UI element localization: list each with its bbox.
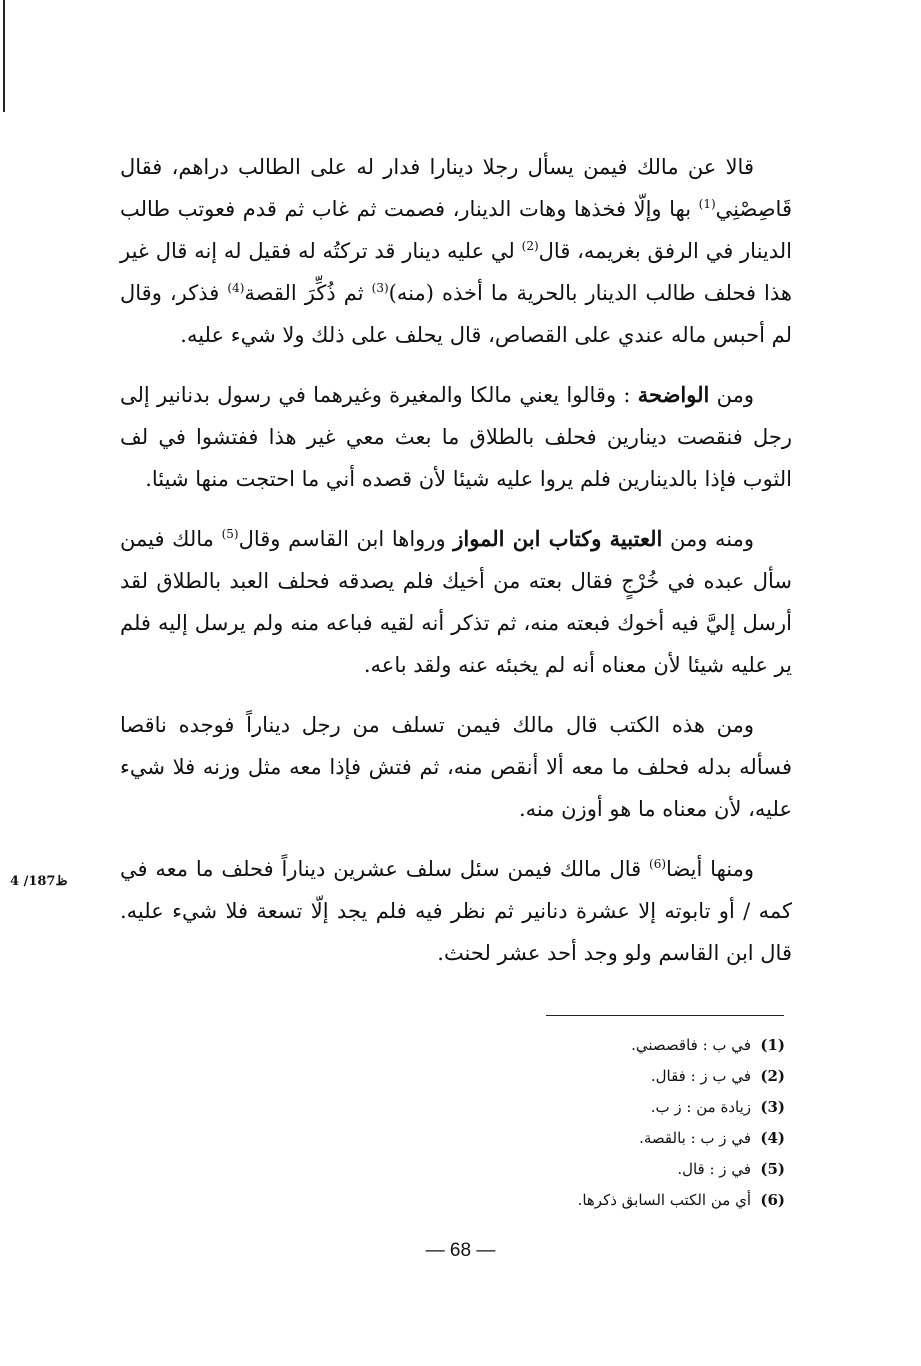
text-run: قال مالك فيمن سئل سلف عشرين ديناراً فحلف ما معه في كمه / أو تابوته إلا عشرة دنانير ثم نظر فيه فلم يجد إلّا تسعة فلا شيء عليه. قال ابن القاسم ولو وجد أحد عشر لحنث. (120, 857, 792, 965)
footnote (480, 1030, 785, 1061)
footnote-marker: (1) (698, 197, 716, 211)
footnote (480, 1061, 785, 1092)
text-run: فذكر، وقال لم أحبس ماله عندي على القصاص، قال يحلف على ذلك ولا شيء عليه. (120, 281, 792, 347)
text-run: ومنه ومن (662, 527, 754, 551)
text-run: : وقالوا يعني مالكا والمغيرة وغيرهما في رسول بدنانير إلى رجل فنقصت دينارين فحلف بالطلاق ما بعث معي غير هذا ففتشوا في لف الثوب فإذا بالدينارين فلم يروا عليه شيئا لأن قصده أني ما احتجت منها شيئا. (120, 383, 792, 491)
footnote-marker: (2) (521, 239, 539, 253)
footnote-number: (1) (760, 1036, 785, 1054)
text-run: ورواها ابن القاسم وقال (238, 527, 454, 551)
main-text (120, 146, 792, 992)
source-title: الواضحة (637, 382, 710, 407)
text-run: بها وإلّا فخذها وهات الدينار، فصمت ثم غاب ثم قدم فعوتب طالب الدينار في الرفق بغريمه، قال (120, 197, 793, 263)
footnote (480, 1123, 785, 1154)
paragraph (120, 848, 792, 974)
text-run: ومن (709, 383, 754, 407)
footnote-marker: (5) (221, 527, 239, 541)
text-run: لي عليه دينار قد تركتُه له فقيل له إنه قال غير هذا فحلف طالب الدينار بالحرية ما أخذه (منه) (120, 239, 792, 305)
footnote-number: (5) (760, 1160, 785, 1178)
text-run: ومن هذه الكتب قال مالك فيمن تسلف من رجل ديناراً فوجده ناقصا فسأله بدله فحلف ما معه ألا أنقص منه، ثم فتش فإذا معه مثل وزنه فلا شيء عليه، لأن معناه ما هو أوزن منه. (120, 713, 792, 821)
text-run: مالك فيمن سأل عبده في خُرْجٍ فقال بعته من أخيك فلم يصدقه فحلف العبد بالطلاق لقد أرسل إليَّ فيه أخوك فبعته منه، ثم تذكر أنه لقيه فباعه منه ولم يرسل إليه فلم ير عليه شيئا لأن معناه أنه لم يخبئه عنه ولقد باعه. (120, 527, 792, 677)
footnote-text: زيادة من : ز ب. (650, 1098, 751, 1116)
footnote-text: في ب : فاقصصني. (631, 1036, 751, 1054)
scan-edge-line (3, 0, 5, 112)
footnote-marker: (6) (649, 857, 667, 871)
text-run: ومنها أيضا (666, 857, 754, 881)
footnote-text: أي من الكتب السابق ذكرها. (577, 1191, 751, 1209)
footnote (480, 1092, 785, 1123)
text-run: ثم ذُكِّرَ القصة (244, 281, 372, 305)
paragraph (120, 704, 792, 830)
text-run: قالا عن مالك فيمن يسأل رجلا دينارا فدار له على الطالب دراهم، فقال قَاصِصْنِي (120, 155, 792, 221)
page-number: — 68 — (425, 1240, 496, 1261)
source-title: العتبية وكتاب ابن المواز (453, 526, 663, 551)
paragraph (120, 518, 792, 686)
paragraph (120, 374, 792, 500)
footnote-text: في ب ز : فقال. (650, 1067, 751, 1085)
footnote-number: (2) (760, 1067, 785, 1085)
margin-folio-note: 4 /187ظ (10, 874, 68, 889)
footnote-marker: (4) (227, 281, 245, 295)
footnotes (480, 1030, 785, 1216)
footnote-text: في ز ب : بالقصة. (639, 1129, 751, 1147)
footnote (480, 1185, 785, 1216)
footnote-number: (6) (760, 1191, 785, 1209)
footnote-number: (3) (760, 1098, 785, 1116)
footnote (480, 1154, 785, 1185)
paragraph (120, 146, 792, 356)
footnote-number: (4) (760, 1129, 785, 1147)
footnote-text: في ز : قال. (677, 1160, 751, 1178)
footnote-marker: (3) (371, 281, 389, 295)
footnote-divider (546, 1015, 784, 1016)
